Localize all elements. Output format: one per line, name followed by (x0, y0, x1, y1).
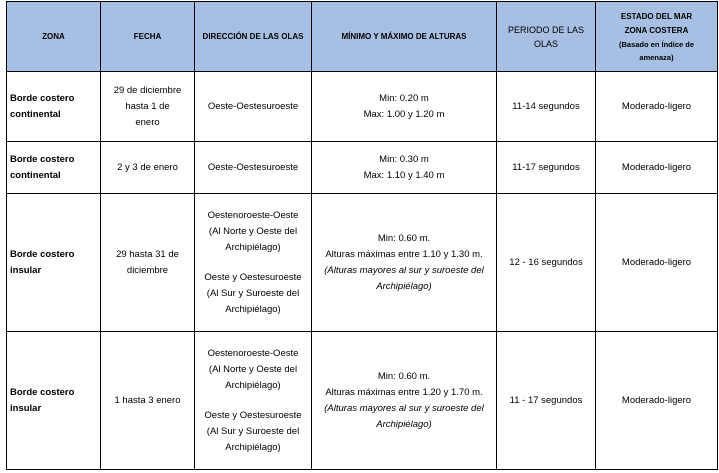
fecha-line: 29 de diciembre (113, 84, 182, 96)
cell-periodo: 11-17 segundos (497, 142, 596, 194)
alturas-line: Alturas máximas entre 1.10 y 1.30 m. (325, 248, 483, 260)
header-estado (596, 2, 718, 72)
cell-zona (7, 332, 101, 470)
cell-fecha (101, 72, 195, 142)
header-direccion: DIRECCIÓN DE LAS OLAS (195, 2, 312, 72)
alturas-note: (Alturas mayores al sur y suroeste del (324, 264, 484, 276)
direccion-line: Oeste y Oestesuroeste (204, 271, 302, 283)
header-periodo (497, 2, 596, 72)
cell-fecha (101, 194, 195, 332)
zona-line: continental (10, 169, 61, 181)
direccion-line: (Al Norte y Oeste del (208, 225, 298, 237)
cell-zona (7, 72, 101, 142)
direccion-line: Oeste-Oestesuroeste (207, 100, 299, 112)
alturas-line: Min: 0.60 m. (377, 370, 431, 382)
direccion-line: Archipiélago) (225, 379, 281, 391)
direccion-line: (Al Norte y Oeste del (208, 363, 298, 375)
alturas-note: Archipiélago) (376, 418, 432, 430)
cell-alturas (312, 194, 497, 332)
alturas-line: Max: 1.00 y 1.20 m (363, 108, 445, 120)
alturas-line: Min: 0.60 m. (377, 232, 431, 244)
zona-line: Borde costero (10, 92, 75, 104)
zona-line: Borde costero (10, 153, 75, 165)
direccion-line: Oestenoroeste-Oeste (207, 347, 299, 359)
cell-periodo: 11 - 17 segundos (497, 332, 596, 470)
direccion-line: Archipiélago) (225, 241, 281, 253)
cell-alturas (312, 142, 497, 194)
alturas-line: Alturas máximas entre 1.20 y 1.70 m. (325, 386, 483, 398)
header-zona: ZONA (7, 2, 101, 72)
header-estado-line2: ZONA COSTERA (624, 25, 689, 35)
header-fecha: FECHA (101, 2, 195, 72)
zona-line: Borde costero (10, 248, 75, 260)
cell-periodo: 11-14 segundos (497, 72, 596, 142)
spacer (198, 256, 308, 270)
fecha-line: 1 hasta 3 enero (114, 394, 181, 406)
cell-zona (7, 142, 101, 194)
cell-direccion (195, 194, 312, 332)
cell-estado: Moderado-ligero (596, 142, 718, 194)
cell-alturas (312, 72, 497, 142)
direccion-line: (Al Sur y Suroeste del (206, 287, 300, 299)
fecha-line: hasta 1 de (125, 100, 170, 112)
table-row (7, 332, 718, 470)
zona-line: Borde costero (10, 386, 75, 398)
alturas-line: Min: 0.30 m (379, 153, 429, 165)
cell-estado: Moderado-ligero (596, 332, 718, 470)
zona-line: insular (10, 264, 42, 276)
direccion-line: Oestenoroeste-Oeste (207, 209, 299, 221)
header-row (7, 2, 718, 72)
direccion-line: Archipiélago) (225, 441, 281, 453)
table-row (7, 72, 718, 142)
table-row (7, 194, 718, 332)
header-estado-line3: (Basado en Índice de (618, 39, 695, 49)
cell-direccion (195, 142, 312, 194)
zona-line: insular (10, 402, 42, 414)
wave-forecast-table (6, 1, 718, 470)
direccion-line: Oeste y Oestesuroeste (204, 409, 302, 421)
zona-line: continental (10, 108, 61, 120)
fecha-line: 2 y 3 de enero (117, 161, 178, 173)
header-estado-line1: ESTADO DEL MAR (620, 11, 693, 21)
cell-direccion (195, 332, 312, 470)
cell-estado: Moderado-ligero (596, 72, 718, 142)
alturas-line: Min: 0.20 m (379, 92, 429, 104)
cell-zona (7, 194, 101, 332)
spacer (198, 394, 308, 408)
alturas-note: (Alturas mayores al sur y suroeste del (324, 402, 484, 414)
cell-direccion (195, 72, 312, 142)
alturas-note: Archipiélago) (376, 280, 432, 292)
cell-periodo: 12 - 16 segundos (497, 194, 596, 332)
cell-alturas (312, 332, 497, 470)
cell-fecha (101, 142, 195, 194)
header-periodo-line1: PERIODO DE LAS (507, 24, 585, 35)
fecha-line: diciembre (126, 264, 169, 276)
cell-estado: Moderado-ligero (596, 194, 718, 332)
fecha-line: enero (135, 116, 160, 128)
header-alturas: MÍNIMO Y MÁXIMO DE ALTURAS (312, 2, 497, 72)
header-estado-line4: amenaza) (639, 52, 674, 62)
direccion-line: Oeste-Oestesuroeste (207, 161, 299, 173)
fecha-line: 29 hasta 31 de (116, 248, 179, 260)
table-row (7, 142, 718, 194)
direccion-line: Archipiélago) (225, 303, 281, 315)
direccion-line: (Al Sur y Suroeste del (206, 425, 300, 437)
cell-fecha (101, 332, 195, 470)
alturas-line: Max: 1.10 y 1.40 m (363, 169, 445, 181)
header-periodo-line2: OLAS (533, 38, 558, 49)
